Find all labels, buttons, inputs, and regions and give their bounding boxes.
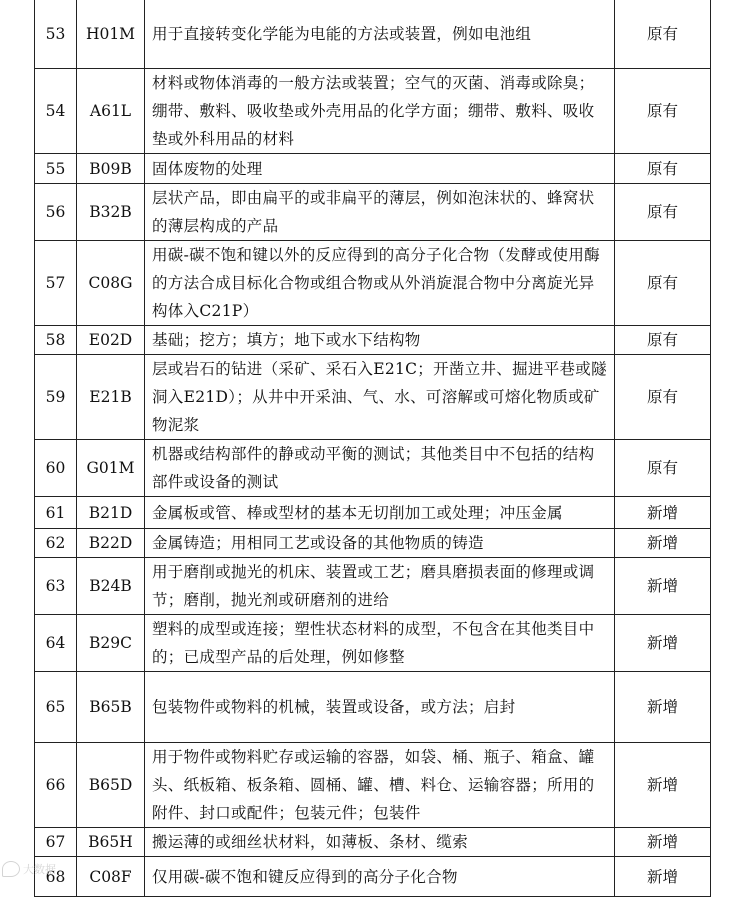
row-number: 62	[35, 529, 77, 558]
status-label: 新增	[615, 529, 711, 558]
watermark-logo-icon	[2, 861, 20, 877]
status-label: 原有	[615, 154, 711, 184]
row-number: 56	[35, 184, 77, 241]
row-number: 58	[35, 326, 77, 355]
status-label: 新增	[615, 497, 711, 529]
table-row	[35, 743, 711, 828]
ipc-description: 机器或结构部件的静或动平衡的测试；其他类目中不包括的结构部件或设备的测试	[145, 440, 615, 497]
row-number: 63	[35, 558, 77, 615]
ipc-description: 固体废物的处理	[145, 154, 615, 184]
ipc-code: B65D	[77, 743, 145, 828]
row-number: 59	[35, 355, 77, 440]
ipc-code: H01M	[77, 0, 145, 69]
ipc-code: B29C	[77, 615, 145, 672]
ipc-description: 用于磨削或抛光的机床、装置或工艺；磨具磨损表面的修理或调节；磨削，抛光剂或研磨剂的进给	[145, 558, 615, 615]
ipc-code: B32B	[77, 184, 145, 241]
ipc-description: 仅用碳-碳不饱和键反应得到的高分子化合物	[145, 857, 615, 897]
status-label: 新增	[615, 672, 711, 743]
ipc-description: 层状产品，即由扁平的或非扁平的薄层，例如泡沫状的、蜂窝状的薄层构成的产品	[145, 184, 615, 241]
ipc-description: 包装物件或物料的机械，装置或设备，或方法；启封	[145, 672, 615, 743]
row-number: 55	[35, 154, 77, 184]
status-label: 原有	[615, 355, 711, 440]
table-row	[35, 558, 711, 615]
ipc-description: 塑料的成型或连接；塑性状态材料的成型，不包含在其他类目中的；已成型产品的后处理，例如修整	[145, 615, 615, 672]
table-row	[35, 615, 711, 672]
status-label: 新增	[615, 857, 711, 897]
ipc-code: A61L	[77, 69, 145, 154]
table-row	[35, 241, 711, 326]
status-label: 原有	[615, 69, 711, 154]
ipc-description: 金属板或管、棒或型材的基本无切削加工或处理；冲压金属	[145, 497, 615, 529]
row-number: 65	[35, 672, 77, 743]
row-number: 66	[35, 743, 77, 828]
table-row	[35, 828, 711, 857]
ipc-code: B22D	[77, 529, 145, 558]
ipc-description: 用于直接转变化学能为电能的方法或装置，例如电池组	[145, 0, 615, 69]
status-label: 原有	[615, 0, 711, 69]
status-label: 新增	[615, 558, 711, 615]
status-label: 原有	[615, 440, 711, 497]
ipc-classification-table	[34, 0, 711, 897]
status-label: 新增	[615, 828, 711, 857]
ipc-code: E21B	[77, 355, 145, 440]
row-number: 60	[35, 440, 77, 497]
table-row	[35, 154, 711, 184]
ipc-code: G01M	[77, 440, 145, 497]
ipc-description: 用碳-碳不饱和键以外的反应得到的高分子化合物（发酵或使用酶的方法合成目标化合物或组合物或从外消旋混合物中分离旋光异构体入C21P）	[145, 241, 615, 326]
status-label: 新增	[615, 743, 711, 828]
table-row	[35, 529, 711, 558]
ipc-code: B24B	[77, 558, 145, 615]
ipc-code: B21D	[77, 497, 145, 529]
table-row	[35, 672, 711, 743]
row-number: 61	[35, 497, 77, 529]
row-number: 64	[35, 615, 77, 672]
table-row	[35, 355, 711, 440]
row-number: 54	[35, 69, 77, 154]
watermark-text: 大数据	[23, 863, 56, 876]
table-row	[35, 857, 711, 897]
watermark	[2, 861, 56, 877]
ipc-description: 层或岩石的钻进（采矿、采石入E21C；开凿立井、掘进平巷或隧洞入E21D）；从井中开采油、气、水、可溶解或可熔化物质或矿物泥浆	[145, 355, 615, 440]
status-label: 原有	[615, 241, 711, 326]
ipc-description: 搬运薄的或细丝状材料，如薄板、条材、缆索	[145, 828, 615, 857]
ipc-code: C08G	[77, 241, 145, 326]
ipc-description: 用于物件或物料贮存或运输的容器，如袋、桶、瓶子、箱盒、罐头、纸板箱、板条箱、圆桶、罐、槽、料仓、运输容器；所用的附件、封口或配件；包装元件；包装件	[145, 743, 615, 828]
row-number: 68	[35, 857, 77, 897]
ipc-code: C08F	[77, 857, 145, 897]
ipc-description: 金属铸造；用相同工艺或设备的其他物质的铸造	[145, 529, 615, 558]
status-label: 新增	[615, 615, 711, 672]
table-row	[35, 69, 711, 154]
table-row	[35, 497, 711, 529]
ipc-description: 基础；挖方；填方；地下或水下结构物	[145, 326, 615, 355]
table-row	[35, 326, 711, 355]
table-row	[35, 184, 711, 241]
ipc-code: B65B	[77, 672, 145, 743]
table-row	[35, 440, 711, 497]
row-number: 57	[35, 241, 77, 326]
ipc-description: 材料或物体消毒的一般方法或装置；空气的灭菌、消毒或除臭；绷带、敷料、吸收垫或外壳用品的化学方面；绷带、敷料、吸收垫或外科用品的材料	[145, 69, 615, 154]
ipc-code: B09B	[77, 154, 145, 184]
row-number: 67	[35, 828, 77, 857]
ipc-code: B65H	[77, 828, 145, 857]
status-label: 原有	[615, 326, 711, 355]
table-row	[35, 0, 711, 69]
row-number: 53	[35, 0, 77, 69]
status-label: 原有	[615, 184, 711, 241]
ipc-code: E02D	[77, 326, 145, 355]
